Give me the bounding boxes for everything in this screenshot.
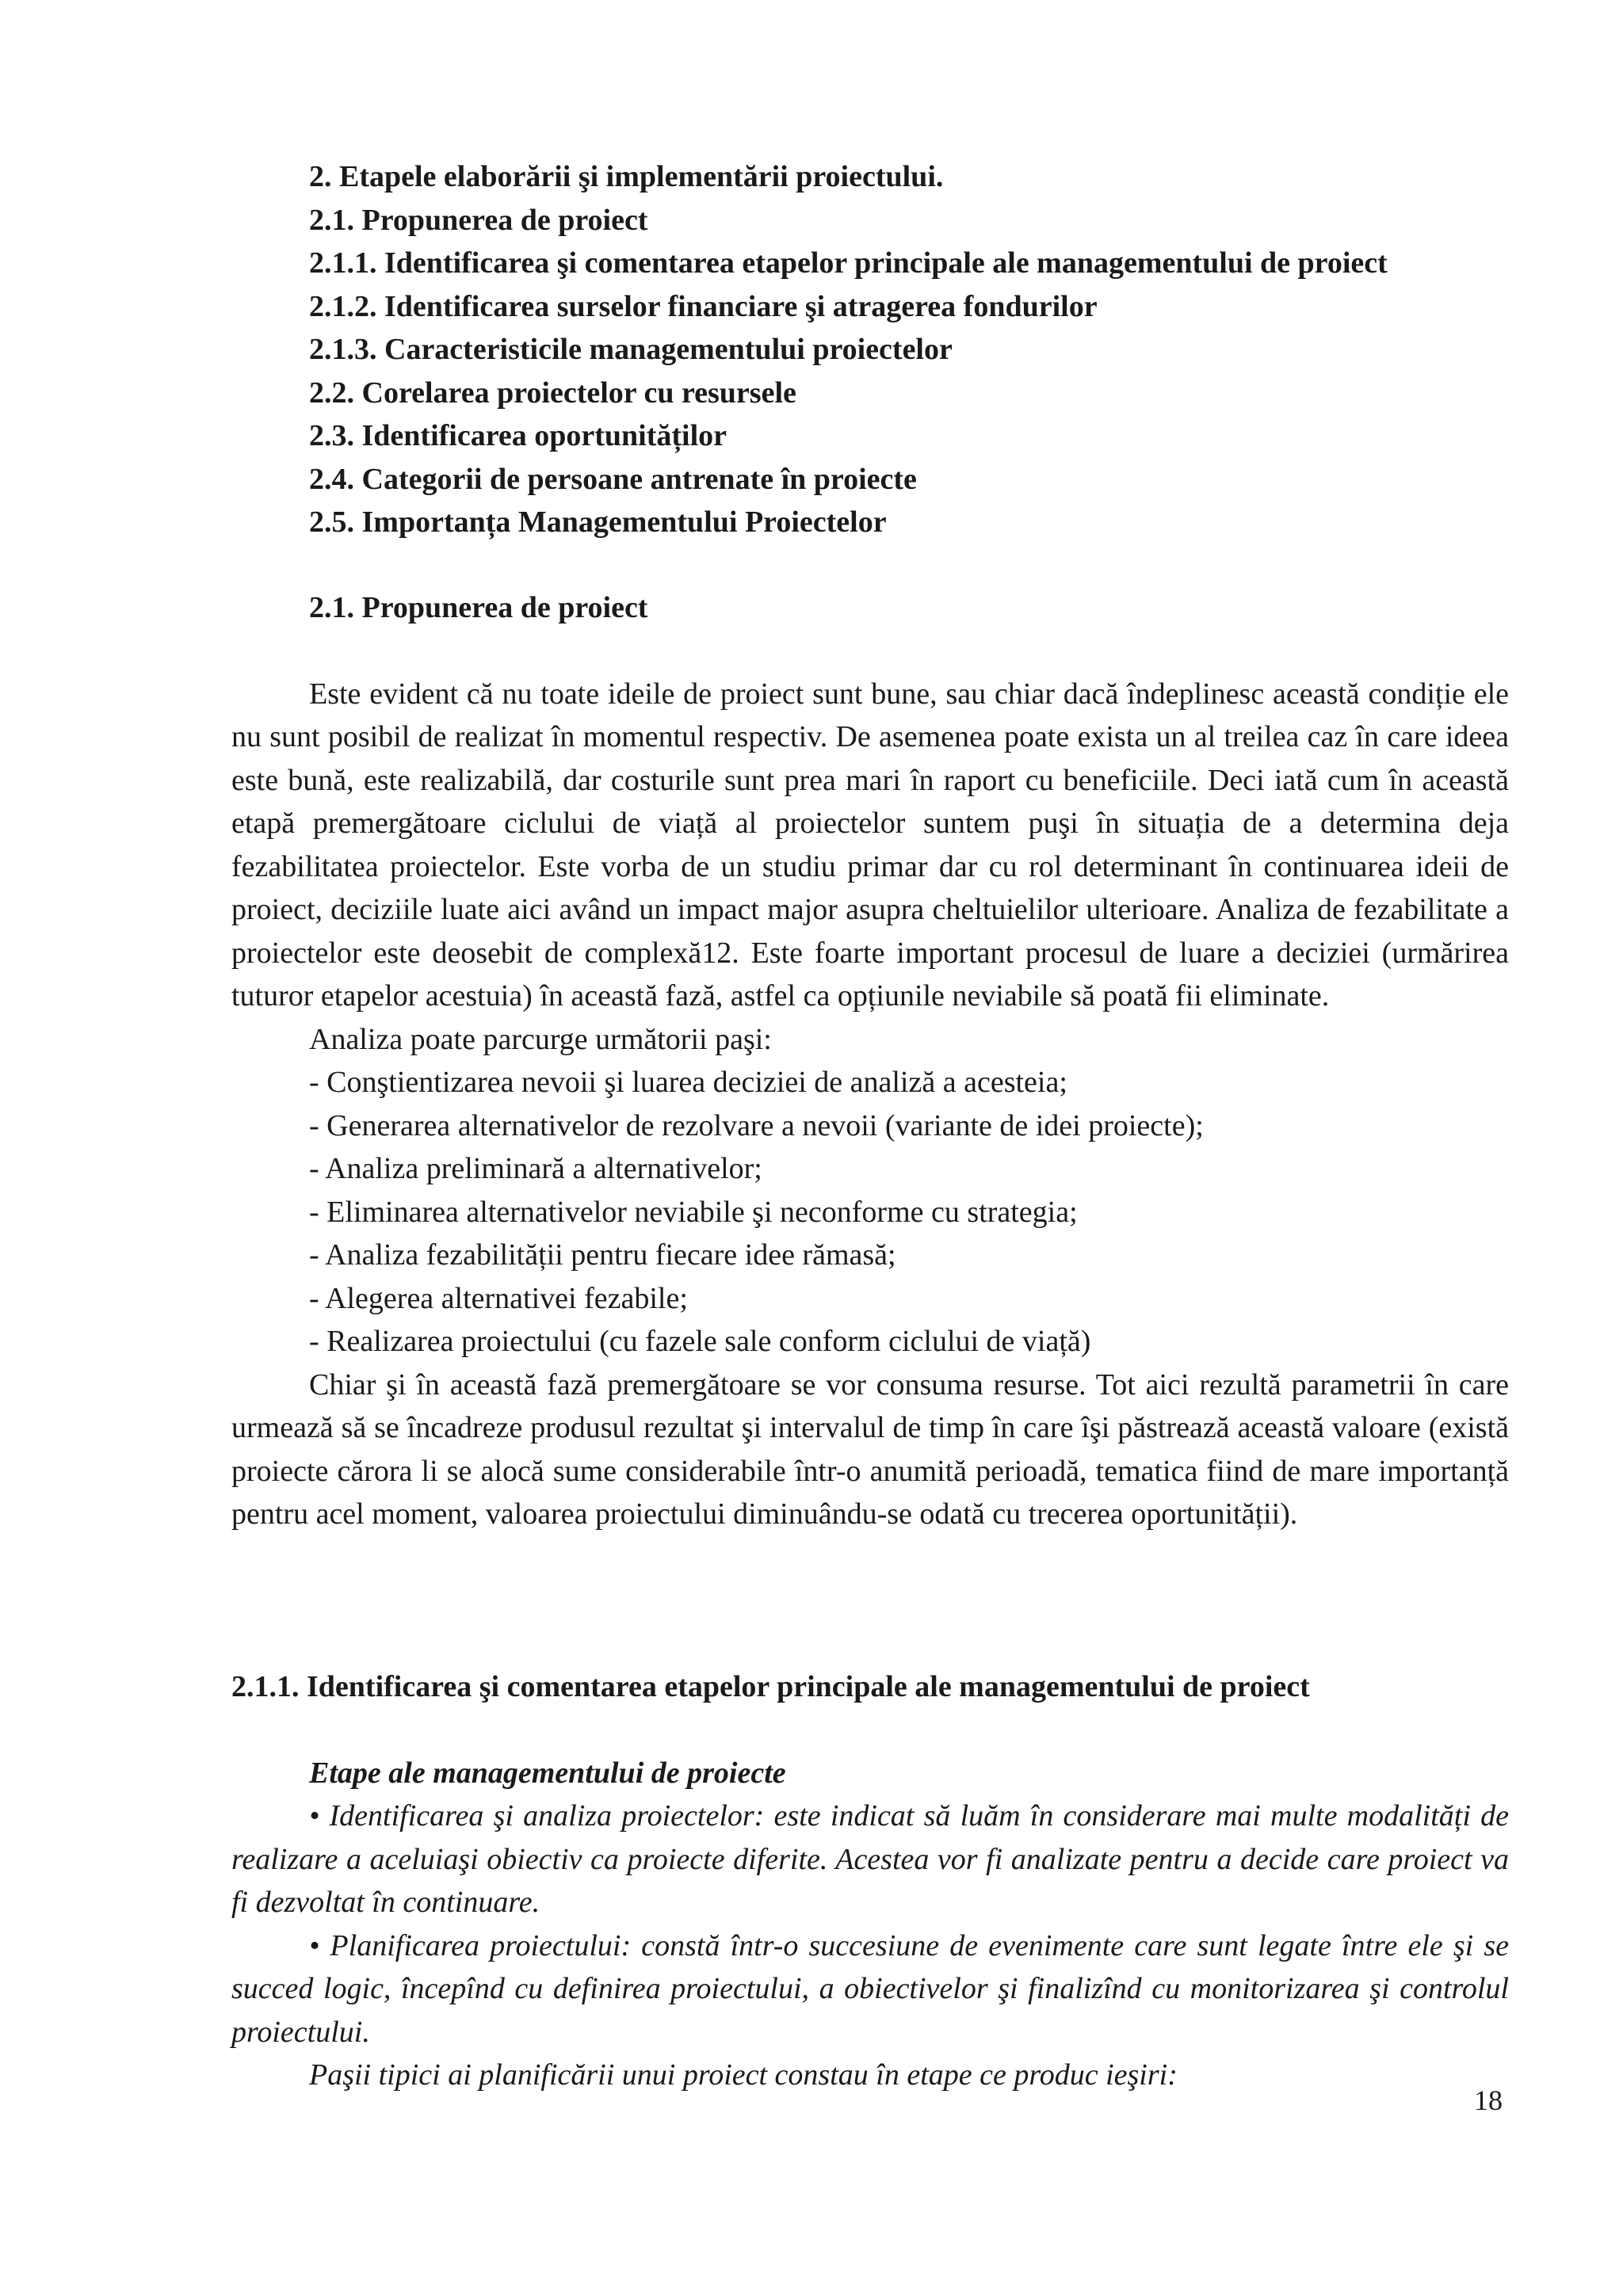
- closing-line: Paşii tipici ai planificării unui proiect constau în etape ce produc ieşiri:: [309, 2058, 1178, 2092]
- list-item: - Alegerea alternativei fezabile;: [309, 1281, 688, 1315]
- list-item: - Analiza preliminară a alternativelor;: [309, 1152, 762, 1185]
- list-item: - Generarea alternativelor de rezolvare a nevoii (variante de idei proiecte);: [309, 1108, 1204, 1142]
- list-item: - Conştientizarea nevoii şi luarea deciziei de analiză a acesteia;: [309, 1066, 1067, 1099]
- table-of-contents: [309, 155, 1545, 544]
- section-heading: 2.1. Propunerea de proiect: [309, 591, 648, 624]
- toc-item: 2.4. Categorii de persoane antrenate în proiecte: [309, 462, 917, 496]
- toc-item: 2. Etapele elaborării şi implementării proiectului.: [309, 160, 944, 193]
- list-item: - Eliminarea alternativelor neviabile şi neconforme cu strategia;: [309, 1195, 1078, 1229]
- subheading: Etape ale managementului de proiecte: [309, 1756, 786, 1790]
- bullet-paragraph: • Planificarea proiectului: constă într-o succesiune de evenimente care sunt legate între ele şi se succed logic, începînd cu definirea proiectului, a obiectivelor şi finalizînd cu monitorizarea şi controlul proiectului.: [231, 1928, 1509, 2049]
- section-2-1: [231, 586, 1509, 1536]
- paragraph: Chiar şi în această fază premergătoare se vor consuma resurse. Tot aici rezultă parametrii în care urmează să se încadreze produsul rezultat şi intervalul de timp în care îşi păstrează această valoare (există proiecte cărora li se alocă sume considerabile într-o anumită perioadă, tematica fiind de mare importanță pentru acel moment, valoarea proiectului diminuându-se odată cu trecerea oportunității).: [231, 1367, 1509, 1531]
- list-item: - Analiza fezabilității pentru fiecare idee rămasă;: [309, 1238, 896, 1272]
- list-item: - Realizarea proiectului (cu fazele sale conform ciclului de viață): [309, 1325, 1091, 1358]
- toc-item: 2.2. Corelarea proiectelor cu resursele: [309, 376, 796, 410]
- paragraph: Este evident că nu toate ideile de proiect sunt bune, sau chiar dacă îndeplinesc această condiție ele nu sunt posibil de realizat în momentul respectiv. De asemenea poate exista un al treilea caz în care ideea este bună, este realizabilă, dar costurile sunt prea mari în raport cu beneficiile. Deci iată cum în această etapă premergătoare ciclului de viață al proiectelor suntem puşi în situația de a determina deja fezabilitatea proiectelor. Este vorba de un studiu primar dar cu rol determinant în continuarea ideii de proiect, deciziile luate aici având un impact major asupra cheltuielilor ulterioare. Analiza de fezabilitate a proiectelor este deosebit de complexă12. Este foarte important procesul de luare a deciziei (urmărirea tuturor etapelor acestuia) în această fază, astfel ca opțiunile neviabile să poată fii eliminate.: [231, 677, 1509, 1013]
- toc-item: 2.3. Identificarea oportunităților: [309, 419, 727, 452]
- toc-item: 2.5. Importanța Managementului Proiectelor: [309, 505, 887, 539]
- toc-item: 2.1.2. Identificarea surselor financiare şi atragerea fondurilor: [309, 289, 1098, 323]
- toc-item: 2.1.1. Identificarea şi comentarea etapelor principale ale managementului de proiect: [309, 246, 1388, 280]
- steps-intro: Analiza poate parcurge următorii paşi:: [309, 1022, 772, 1056]
- bullet-paragraph: • Identificarea şi analiza proiectelor: este indicat să luăm în considerare mai multe modalități de realizare a aceluiaşi obiectiv ca proiecte diferite. Acestea vor fi analizate pentru a decide care proiect va fi dezvoltat în continuare.: [231, 1799, 1509, 1919]
- section-2-1-1: [231, 1665, 1509, 2097]
- toc-item: 2.1.3. Caracteristicile managementului proiectelor: [309, 333, 953, 366]
- toc-item: 2.1. Propunerea de proiect: [309, 203, 648, 237]
- section-heading: 2.1.1. Identificarea şi comentarea etapelor principale ale managementului de proiect: [231, 1670, 1310, 1703]
- page-number: 18: [1474, 2084, 1503, 2116]
